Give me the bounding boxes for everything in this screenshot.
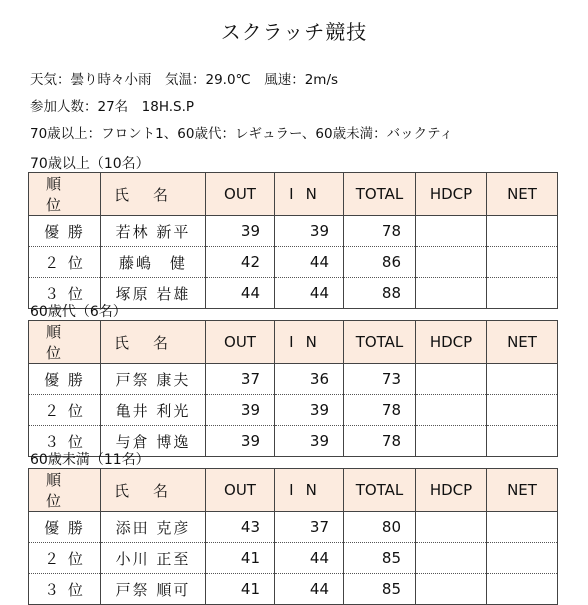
header-total: TOTAL — [344, 321, 416, 364]
out-cell: 44 — [206, 278, 275, 309]
hdcp-cell — [416, 364, 487, 395]
header-name: 氏名 — [101, 321, 206, 364]
rank-cell: 優 勝 — [29, 216, 101, 247]
out-cell: 42 — [206, 247, 275, 278]
table-row — [29, 364, 558, 395]
out-cell: 39 — [206, 216, 275, 247]
weather-info: 天気：曇り時々小雨 気温：29.0℃ 風速：2m/s — [30, 72, 339, 88]
name-cell: 与倉 博逸 — [101, 426, 206, 457]
header-in: IN — [275, 469, 344, 512]
in-cell: 44 — [275, 543, 344, 574]
results-table-under-60 — [28, 468, 558, 605]
hdcp-cell — [416, 426, 487, 457]
header-name: 氏名 — [101, 173, 206, 216]
in-cell: 37 — [275, 512, 344, 543]
header-in: IN — [275, 173, 344, 216]
table-row — [29, 543, 558, 574]
net-cell — [487, 278, 558, 309]
header-total: TOTAL — [344, 469, 416, 512]
name-cell: 戸祭 康夫 — [101, 364, 206, 395]
header-net: NET — [487, 469, 558, 512]
in-cell: 39 — [275, 426, 344, 457]
table-row — [29, 216, 558, 247]
header-name: 氏名 — [101, 469, 206, 512]
total-cell: 88 — [344, 278, 416, 309]
header-total: TOTAL — [344, 173, 416, 216]
out-cell: 37 — [206, 364, 275, 395]
hdcp-cell — [416, 512, 487, 543]
in-cell: 44 — [275, 247, 344, 278]
net-cell — [487, 247, 558, 278]
header-rank: 順位 — [29, 173, 101, 216]
total-cell: 80 — [344, 512, 416, 543]
in-cell: 39 — [275, 395, 344, 426]
page-title: スクラッチ競技 — [220, 20, 368, 44]
total-cell: 85 — [344, 543, 416, 574]
hdcp-cell — [416, 216, 487, 247]
rank-cell: ２ 位 — [29, 395, 101, 426]
total-cell: 73 — [344, 364, 416, 395]
total-cell: 78 — [344, 395, 416, 426]
hdcp-cell — [416, 395, 487, 426]
rank-cell: ３ 位 — [29, 426, 101, 457]
header-net: NET — [487, 173, 558, 216]
out-cell: 41 — [206, 574, 275, 605]
in-cell: 44 — [275, 278, 344, 309]
in-cell: 44 — [275, 574, 344, 605]
rank-cell: ３ 位 — [29, 278, 101, 309]
name-cell: 亀井 利光 — [101, 395, 206, 426]
header-hdcp: HDCP — [416, 469, 487, 512]
net-cell — [487, 216, 558, 247]
section-title-60s: 60歳代（6名） — [30, 304, 127, 320]
net-cell — [487, 395, 558, 426]
rank-cell: 優 勝 — [29, 512, 101, 543]
name-cell: 戸祭 順可 — [101, 574, 206, 605]
out-cell: 39 — [206, 426, 275, 457]
header-out: OUT — [206, 469, 275, 512]
out-cell: 39 — [206, 395, 275, 426]
hdcp-cell — [416, 543, 487, 574]
net-cell — [487, 426, 558, 457]
net-cell — [487, 364, 558, 395]
header-out: OUT — [206, 321, 275, 364]
results-table-60s — [28, 320, 558, 457]
net-cell — [487, 543, 558, 574]
table-row — [29, 247, 558, 278]
rank-cell: ２ 位 — [29, 543, 101, 574]
rank-cell: 優 勝 — [29, 364, 101, 395]
header-rank: 順位 — [29, 321, 101, 364]
rank-cell: ２ 位 — [29, 247, 101, 278]
header-in: IN — [275, 321, 344, 364]
table-header-row — [29, 321, 558, 364]
name-cell: 若林 新平 — [101, 216, 206, 247]
total-cell: 86 — [344, 247, 416, 278]
net-cell — [487, 512, 558, 543]
header-rank: 順位 — [29, 469, 101, 512]
header-hdcp: HDCP — [416, 321, 487, 364]
in-cell: 36 — [275, 364, 344, 395]
tee-info: 70歳以上：フロント1、60歳代：レギュラー、60歳未満：バックティ — [30, 126, 454, 142]
total-cell: 78 — [344, 426, 416, 457]
name-cell: 塚原 岩雄 — [101, 278, 206, 309]
total-cell: 85 — [344, 574, 416, 605]
total-cell: 78 — [344, 216, 416, 247]
results-table-70-plus — [28, 172, 558, 309]
table-header-row — [29, 469, 558, 512]
out-cell: 41 — [206, 543, 275, 574]
hdcp-cell — [416, 247, 487, 278]
rank-cell: ３ 位 — [29, 574, 101, 605]
hdcp-cell — [416, 278, 487, 309]
participants-info: 参加人数：27名 18H.S.P — [30, 99, 195, 115]
header-out: OUT — [206, 173, 275, 216]
header-hdcp: HDCP — [416, 173, 487, 216]
table-row — [29, 395, 558, 426]
section-title-70-plus: 70歳以上（10名） — [30, 156, 150, 172]
name-cell: 小川 正至 — [101, 543, 206, 574]
table-header-row — [29, 173, 558, 216]
in-cell: 39 — [275, 216, 344, 247]
table-row — [29, 512, 558, 543]
out-cell: 43 — [206, 512, 275, 543]
name-cell: 添田 克彦 — [101, 512, 206, 543]
header-net: NET — [487, 321, 558, 364]
section-title-under-60: 60歳未満（11名） — [30, 452, 150, 468]
name-cell: 藤嶋 健 — [101, 247, 206, 278]
